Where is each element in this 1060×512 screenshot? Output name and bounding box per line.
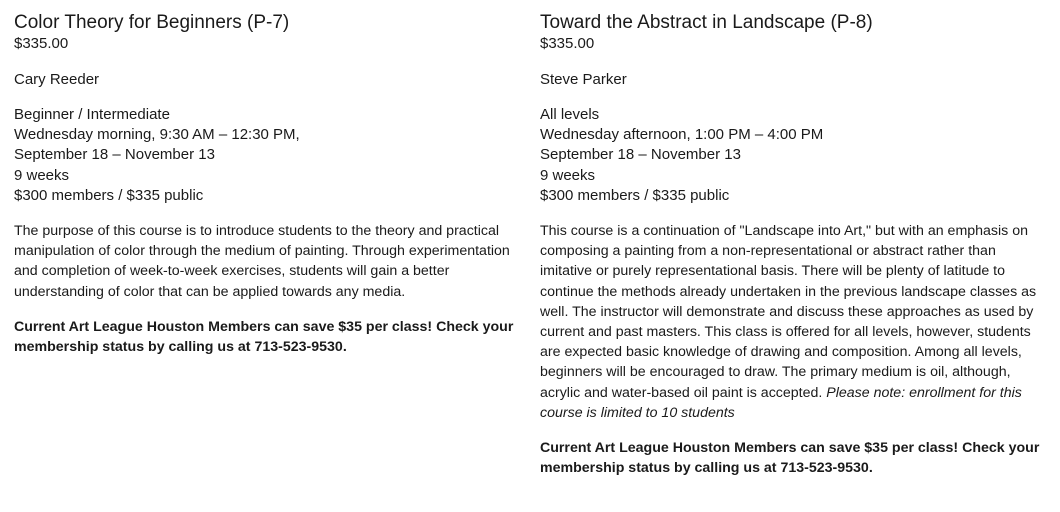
member-promo: Current Art League Houston Members can save $35 per class! Check your membership status by calling us at 713-523-9530. — [14, 318, 514, 356]
course-pricing: $300 members / $335 public — [14, 186, 204, 204]
member-promo: Current Art League Houston Members can save $35 per class! Check your membership status by calling us at 713-523-9530. — [540, 440, 1040, 477]
course-title[interactable]: Color Theory for Beginners (P-7) — [14, 12, 290, 33]
course-description-text: The purpose of this course is to introduce students to the theory and practical manipulation of color through the medium of painting. Through experimentation and completion of week-to-week exercises, students will gain a better understanding of color that can be applied towards any media. — [14, 223, 510, 300]
course-description-note: Please note: enrollment for this course is limited to 10 students — [540, 384, 1022, 421]
course-price: $335.00 — [14, 35, 69, 52]
course-pricing: $300 members / $335 public — [540, 186, 730, 204]
course-card-abstract-landscape — [540, 12, 1045, 478]
course-title[interactable]: Toward the Abstract in Landscape (P-8) — [540, 12, 873, 33]
course-price: $335.00 — [540, 35, 595, 52]
course-level: All levels — [540, 106, 600, 123]
course-duration: 9 weeks — [540, 166, 596, 184]
course-schedule: Wednesday morning, 9:30 AM – 12:30 PM, — [14, 126, 300, 144]
course-duration: 9 weeks — [14, 166, 70, 184]
course-details — [540, 105, 1045, 206]
course-instructor: Cary Reeder — [14, 71, 100, 88]
course-dates: September 18 – November 13 — [540, 146, 741, 164]
course-instructor: Steve Parker — [540, 71, 627, 88]
course-description — [540, 221, 1045, 423]
course-dates: September 18 – November 13 — [14, 146, 215, 164]
course-level: Beginner / Intermediate — [14, 106, 170, 123]
course-description — [14, 221, 514, 302]
course-card-color-theory — [14, 12, 514, 357]
course-details — [14, 105, 514, 206]
course-description-text: This course is a continuation of "Landscape into Art," but with an emphasis on composing a painting from a non-representational or abstract rather than imitative or purely representational basis. There will be plenty of latitude to continue the methods already undertaken in the previous landscape classes as well. The instructor will demonstrate and discuss these approaches as used by current and past masters. This class is offered for all levels, however, students are expected basic knowledge of drawing and composition. Among all levels, beginners will be encouraged to draw. The primary medium is oil, although, acrylic and water-based oil paint is accepted. — [540, 223, 1037, 401]
course-schedule: Wednesday afternoon, 1:00 PM – 4:00 PM — [540, 126, 824, 144]
